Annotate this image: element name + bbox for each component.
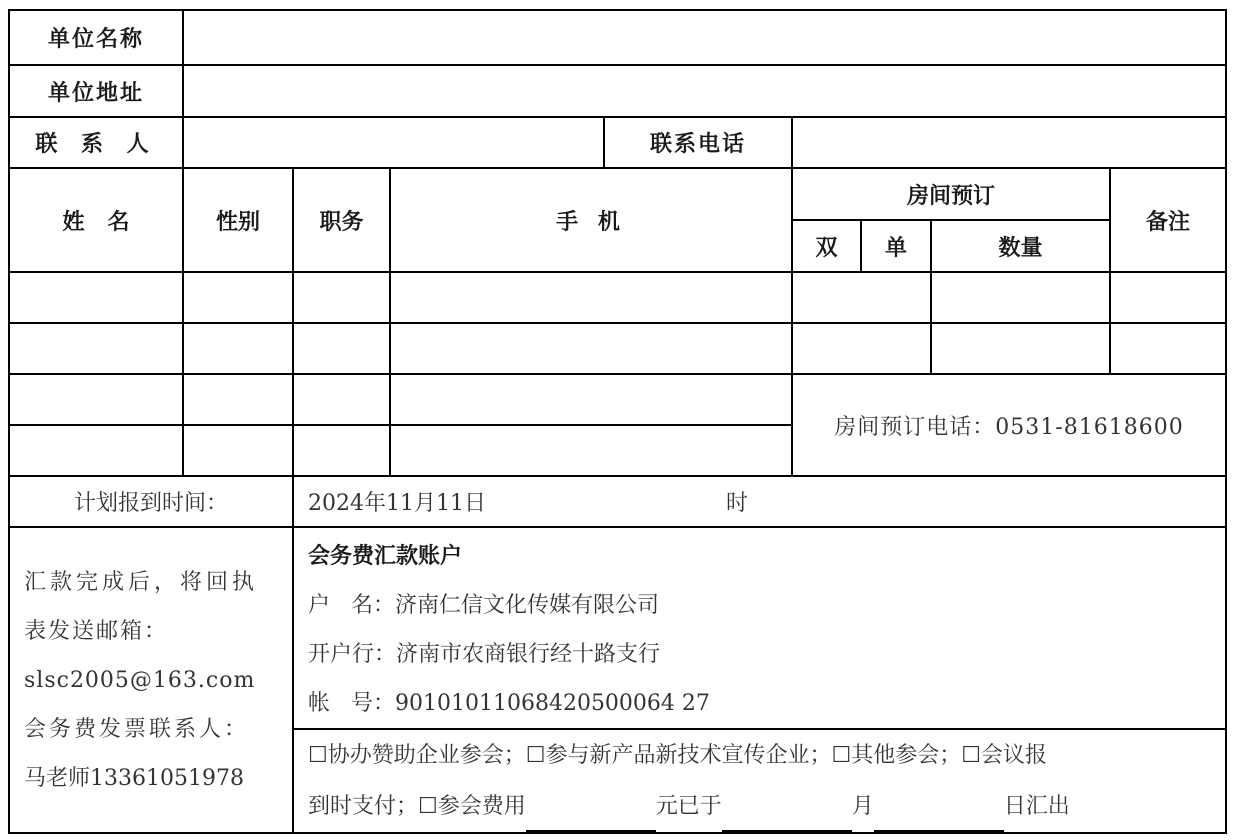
unit-name-label: 单位名称 xyxy=(9,10,183,65)
header-single: 单 xyxy=(861,220,931,272)
contact-person-field[interactable] xyxy=(183,117,604,168)
account-number: 帐 号：90101011068420500064 27 xyxy=(308,691,710,716)
header-mobile: 手 机 xyxy=(390,168,792,272)
info-line-2: 表发送邮箱： xyxy=(24,618,169,644)
day-label: 日汇出 xyxy=(1003,794,1070,819)
option-other-checkbox[interactable]: ☐其他参会； xyxy=(831,743,962,768)
header-quantity: 数量 xyxy=(931,220,1110,272)
cell-gender[interactable] xyxy=(183,323,293,374)
invoice-contact: 马老师13361051978 xyxy=(24,765,244,791)
info-line-1: 汇款完成后，将回执 xyxy=(24,569,259,595)
invoice-contact-label: 会务费发票联系人： xyxy=(24,716,250,742)
fee-yuan-label: 元已于 xyxy=(655,794,722,819)
header-room-booking: 房间预订 xyxy=(792,168,1110,220)
header-remarks: 备注 xyxy=(1110,168,1226,272)
cell-mobile[interactable] xyxy=(390,425,792,476)
cell-gender[interactable] xyxy=(183,374,293,425)
registration-form xyxy=(8,9,1227,834)
option-fee-paid-checkbox[interactable]: ☐参会费用 xyxy=(418,794,526,819)
cell-remarks[interactable] xyxy=(1110,272,1226,323)
header-position: 职务 xyxy=(293,168,390,272)
cell-position[interactable] xyxy=(293,272,390,323)
cell-remarks[interactable] xyxy=(1110,323,1226,374)
account-info xyxy=(293,527,1226,729)
header-gender: 性别 xyxy=(183,168,293,272)
cell-mobile[interactable] xyxy=(390,374,792,425)
remittance-info xyxy=(9,527,293,833)
remit-month-blank[interactable] xyxy=(722,804,852,832)
contact-person-label: 联 系 人 xyxy=(9,117,183,168)
fee-amount-blank[interactable] xyxy=(526,804,656,832)
arrival-time-field[interactable] xyxy=(293,476,1226,527)
cell-room-type[interactable] xyxy=(792,272,931,323)
room-booking-phone-note: 房间预订电话：0531-81618600 xyxy=(792,374,1226,476)
option-promotion-checkbox[interactable]: ☐参与新产品新技术宣传企业； xyxy=(525,743,832,768)
header-double: 双 xyxy=(792,220,861,272)
cell-name[interactable] xyxy=(9,323,183,374)
table-row xyxy=(9,272,1226,323)
table-row xyxy=(9,374,1226,425)
cell-position[interactable] xyxy=(293,323,390,374)
arrival-time-label: 计划报到时间： xyxy=(9,476,293,527)
cell-quantity[interactable] xyxy=(931,323,1110,374)
cell-room-type[interactable] xyxy=(792,323,931,374)
option-onsite-pay-checkbox[interactable]: ☐会议报 xyxy=(961,743,1047,768)
account-name: 户 名：济南仁信文化传媒有限公司 xyxy=(308,593,659,618)
arrival-hour: 时 xyxy=(725,491,748,516)
contact-phone-label: 联系电话 xyxy=(604,117,792,168)
cell-gender[interactable] xyxy=(183,425,293,476)
cell-name[interactable] xyxy=(9,425,183,476)
cell-mobile[interactable] xyxy=(390,272,792,323)
cell-position[interactable] xyxy=(293,374,390,425)
cell-name[interactable] xyxy=(9,272,183,323)
contact-phone-field[interactable] xyxy=(792,117,1226,168)
cell-position[interactable] xyxy=(293,425,390,476)
option-onsite-pay-cont: 到时支付； xyxy=(308,794,419,819)
account-title: 会务费汇款账户 xyxy=(308,543,463,569)
unit-name-field[interactable] xyxy=(183,10,1226,65)
remit-day-blank[interactable] xyxy=(874,804,1004,832)
month-label: 月 xyxy=(851,794,874,819)
header-name: 姓 名 xyxy=(9,168,183,272)
unit-address-field[interactable] xyxy=(183,65,1226,117)
option-sponsor-checkbox[interactable]: ☐协办赞助企业参会； xyxy=(308,743,526,768)
cell-quantity[interactable] xyxy=(931,272,1110,323)
cell-mobile[interactable] xyxy=(390,323,792,374)
cell-name[interactable] xyxy=(9,374,183,425)
info-email: slsc2005@163.com xyxy=(24,667,256,693)
cell-gender[interactable] xyxy=(183,272,293,323)
account-bank: 开户行：济南市农商银行经十路支行 xyxy=(308,642,661,667)
table-row xyxy=(9,323,1226,374)
unit-address-label: 单位地址 xyxy=(9,65,183,117)
participation-options xyxy=(293,729,1226,833)
arrival-date: 2024年11月11日 xyxy=(308,491,486,516)
